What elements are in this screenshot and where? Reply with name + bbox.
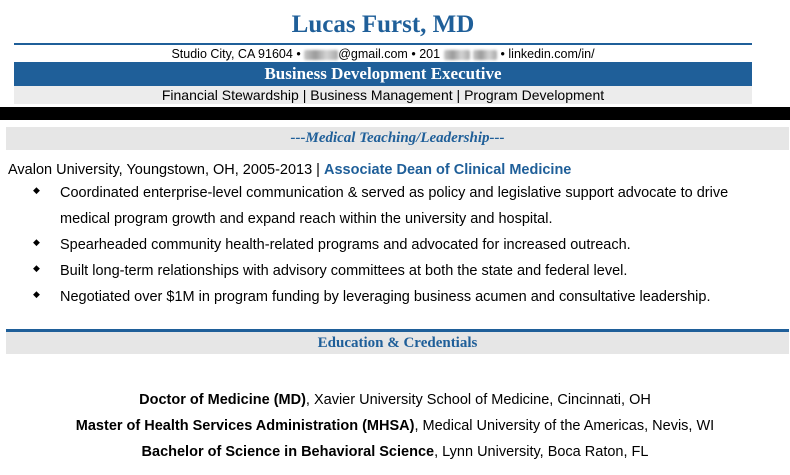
contact-email-domain: @gmail.com [338,47,408,61]
contact-line [0,46,766,62]
bullet-text: Coordinated enterprise-level communication & served as policy and legislative support advocate to drive medical program growth and expand reach within the university and hospital. [60,185,729,227]
degree-detail: , Medical University of the Americas, Nevis, WI [414,418,715,434]
list-item [0,232,790,258]
header-divider [14,43,752,45]
bullet-text: Negotiated over $1M in program funding by leveraging business acumen and consultative leadership. [60,289,711,305]
contact-separator: • [296,47,301,61]
job-org-dates: Avalon University, Youngstown, OH, 2005-2013 | [8,162,320,178]
bullet-text: Spearheaded community health-related programs and advocated for increased outreach. [60,237,631,253]
professional-title: Business Development Executive [14,62,752,86]
list-item [0,258,790,284]
redacted-email-user [304,50,338,60]
degree-name: Doctor of Medicine (MD) [139,392,306,408]
bullet-icon: ◆ [33,289,40,299]
experience-section-heading: ---Medical Teaching/Leadership--- [6,127,789,150]
candidate-name: Lucas Furst, MD [291,11,475,38]
bullet-text: Built long-term relationships with advisory committees at both the state and federal level. [60,263,628,279]
degree-name: Bachelor of Science in Behavioral Science [141,444,435,460]
education-item [0,387,790,413]
job-role: Associate Dean of Clinical Medicine [323,162,572,178]
contact-phone-prefix: 201 [419,47,441,61]
education-item [0,439,790,465]
contact-separator: • [411,47,416,61]
education-list [0,387,790,465]
education-item [0,413,790,439]
degree-name: Master of Health Services Administration (MHSA) [75,418,415,434]
list-item [0,180,790,232]
contact-location: Studio City, CA 91604 [171,47,293,61]
degree-detail: , Xavier University School of Medicine, Cincinnati, OH [305,392,651,408]
section-divider-bar [0,107,790,120]
list-item [0,284,790,310]
contact-separator: • [500,47,505,61]
skills-summary: Financial Stewardship | Business Management | Program Development [14,86,752,104]
job-bullet-list [0,180,790,310]
education-section-heading: Education & Credentials [6,332,789,354]
redacted-phone-part [473,50,497,60]
bullet-icon: ◆ [33,263,40,273]
degree-detail: , Lynn University, Boca Raton, FL [434,444,649,460]
redacted-phone-part [444,50,470,60]
bullet-icon: ◆ [33,185,40,195]
bullet-icon: ◆ [33,237,40,247]
job-header [8,161,571,179]
contact-linkedin: linkedin.com/in/ [508,47,595,61]
